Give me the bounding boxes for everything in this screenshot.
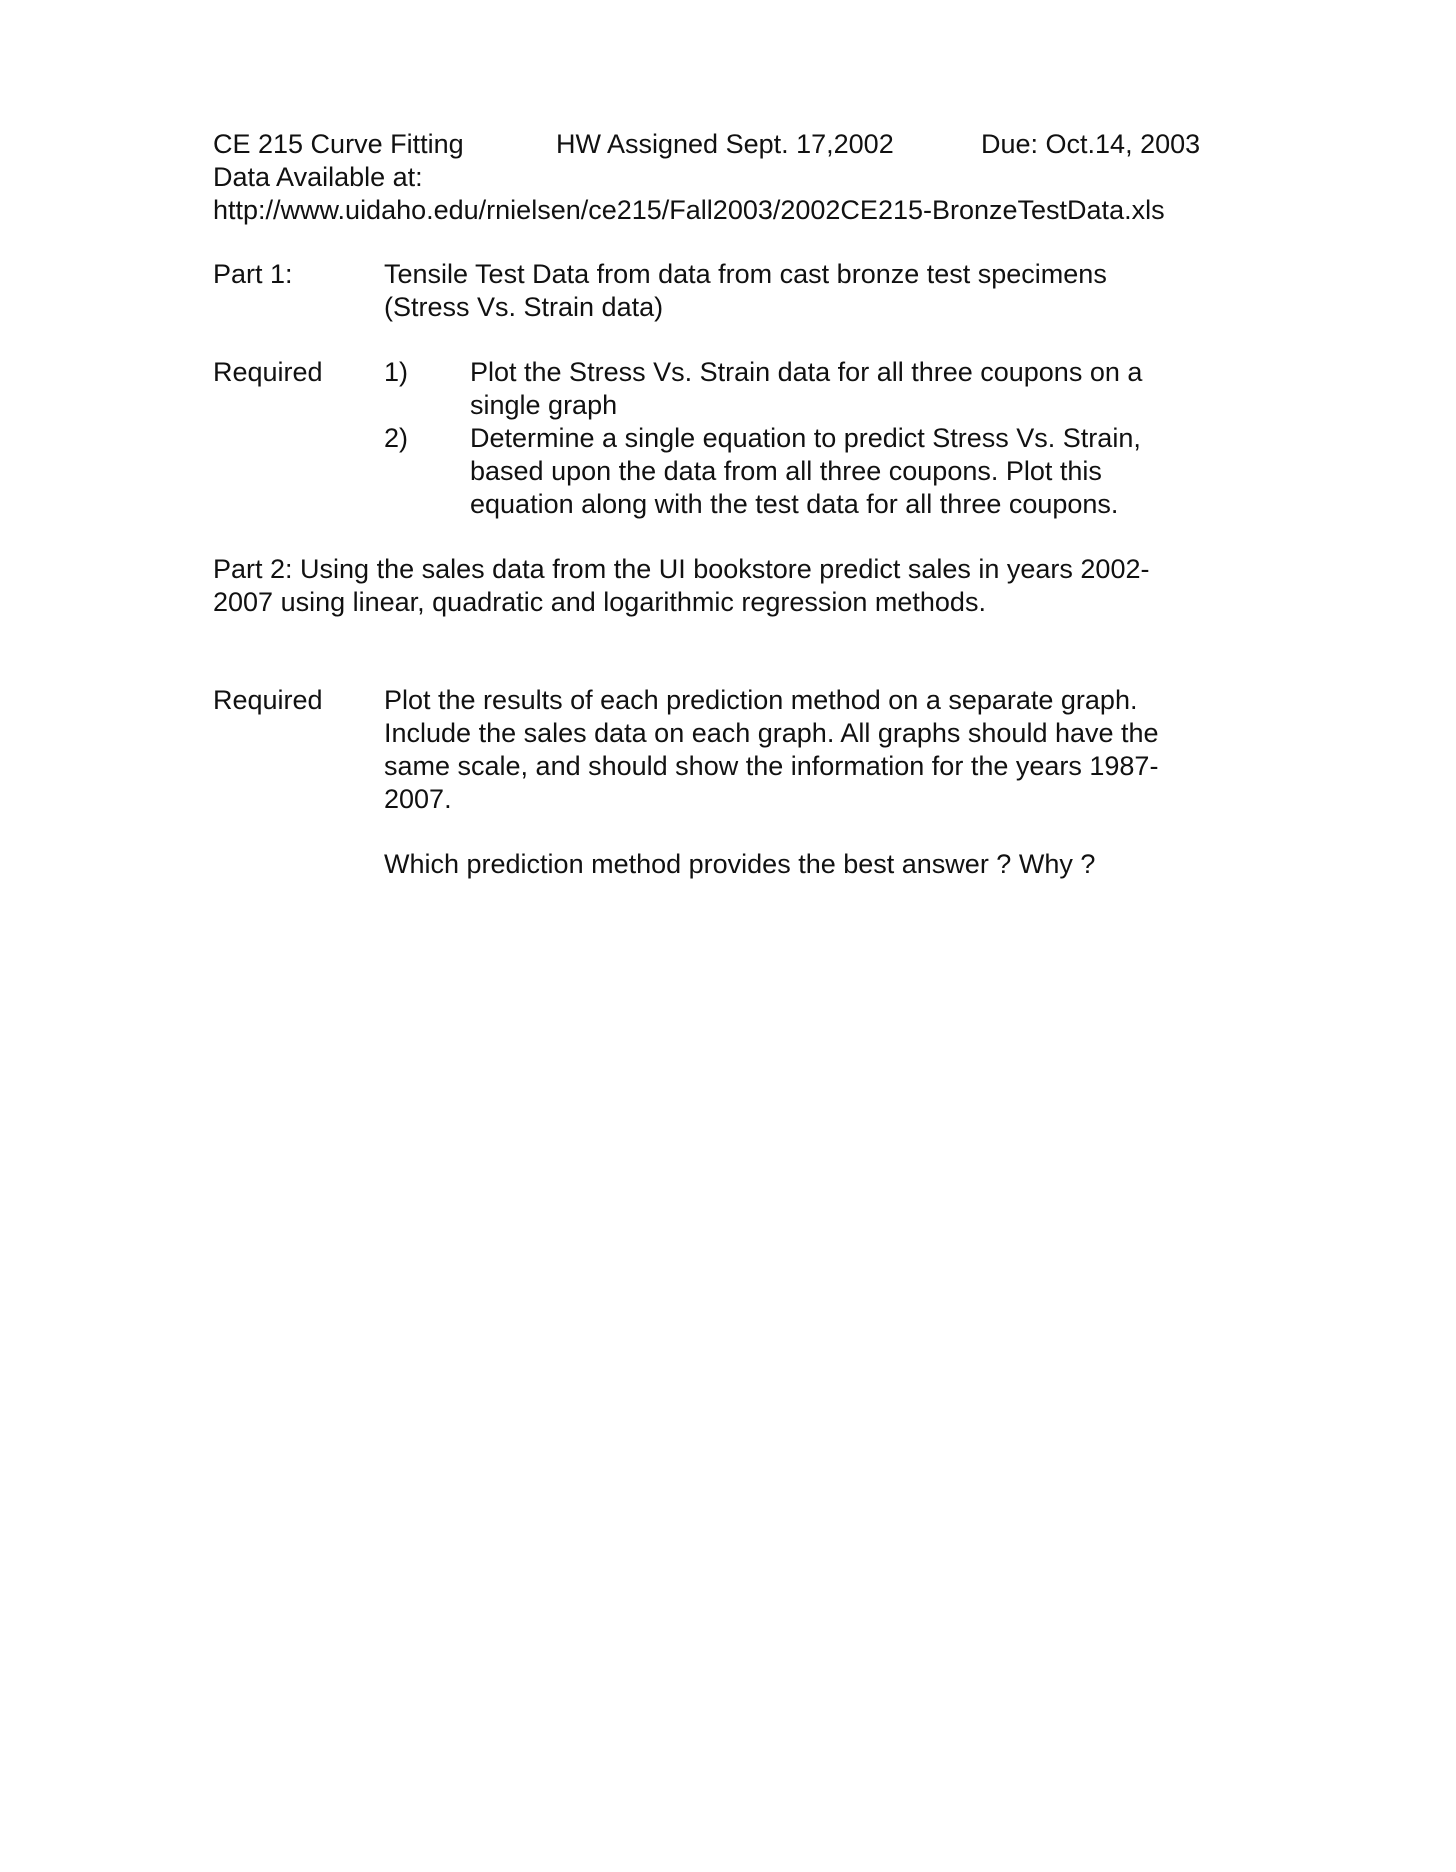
part2-required-line4: 2007. [384, 784, 452, 814]
data-available-label: Data Available at: [213, 162, 423, 192]
due-date: Due: Oct.14, 2003 [981, 129, 1201, 159]
part1-item1-line1: Plot the Stress Vs. Strain data for all three coupons on a [470, 357, 1143, 387]
part1-description-line2: (Stress Vs. Strain data) [384, 292, 664, 322]
part2-line1: Part 2: Using the sales data from the UI bookstore predict sales in years 2002- [213, 554, 1150, 584]
part1-label: Part 1: [213, 259, 293, 289]
part2-required-line3: same scale, and should show the information for the years 1987- [384, 751, 1159, 781]
part2-question: Which prediction method provides the best answer ? Why ? [384, 849, 1096, 879]
part2-line2: 2007 using linear, quadratic and logarithmic regression methods. [213, 587, 986, 617]
part1-item1-number: 1) [384, 357, 409, 387]
part1-item1-line2: single graph [470, 390, 618, 420]
part1-item2-line3: equation along with the test data for all three coupons. [470, 489, 1119, 519]
assigned-date: HW Assigned Sept. 17,2002 [556, 129, 894, 159]
part1-item2-line1: Determine a single equation to predict Stress Vs. Strain, [470, 423, 1141, 453]
part2-required-label: Required [213, 685, 323, 715]
data-url: http://www.uidaho.edu/rnielsen/ce215/Fall2003/2002CE215-BronzeTestData.xls [213, 195, 1165, 225]
course-title: CE 215 Curve Fitting [213, 129, 464, 159]
part2-required-line2: Include the sales data on each graph. All graphs should have the [384, 718, 1159, 748]
part1-item2-line2: based upon the data from all three coupons. Plot this [470, 456, 1102, 486]
part1-item2-number: 2) [384, 423, 409, 453]
part1-required-label: Required [213, 357, 323, 387]
part2-required-line1: Plot the results of each prediction method on a separate graph. [384, 685, 1138, 715]
part1-description-line1: Tensile Test Data from data from cast bronze test specimens [384, 259, 1107, 289]
